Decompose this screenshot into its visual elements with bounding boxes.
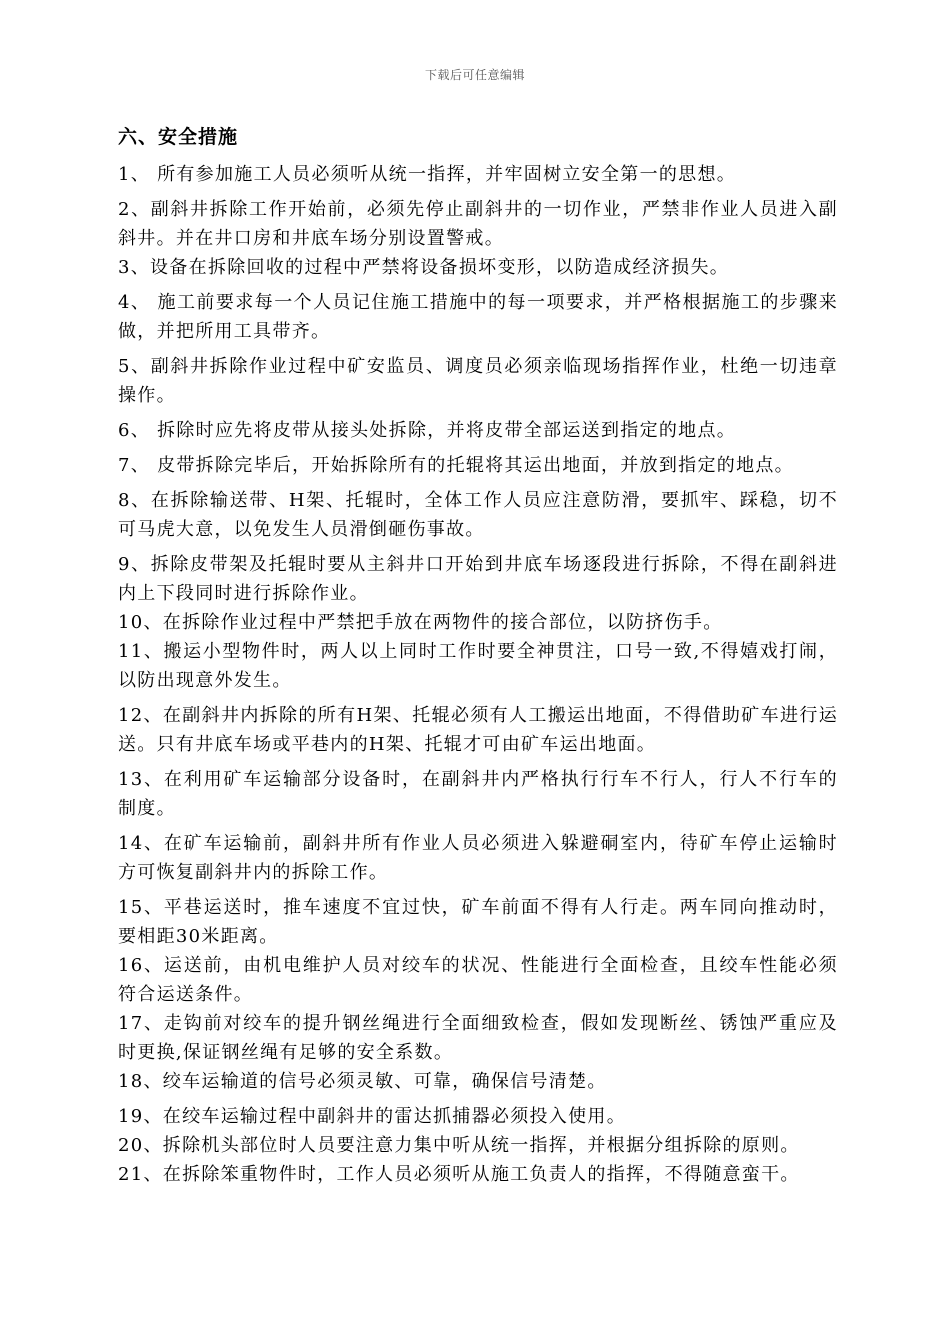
section-title: 六、安全措施 [118, 126, 239, 148]
list-item: 18、绞车运输道的信号必须灵敏、可靠，确保信号清楚。 [118, 1071, 607, 1092]
list-item: 20、拆除机头部位时人员要注意力集中听从统一指挥，并根据分组拆除的原则。 [118, 1135, 800, 1156]
list-item: 15、平巷运送时，推车速度不宜过快，矿车前面不得有人行走。两车同向推动时，要相距30米距离。 [118, 897, 838, 947]
list-item: 3、设备在拆除回收的过程中严禁将设备损坏变形，以防造成经济损失。 [118, 257, 730, 278]
list-item: 21、在拆除笨重物件时，工作人员必须听从施工负责人的指挥，不得随意蛮干。 [118, 1164, 800, 1185]
page-header: 下载后可任意编辑 [424, 68, 525, 82]
list-item: 1、 所有参加施工人员必须听从统一指挥，并牢固树立安全第一的思想。 [118, 164, 737, 185]
list-item: 2、副斜井拆除工作开始前，必须先停止副斜井的一切作业，严禁非作业人员进入副斜井。并在井口房和井底车场分别设置警戒。 [118, 199, 838, 249]
list-item: 9、拆除皮带架及托辊时要从主斜井口开始到井底车场逐段进行拆除，不得在副斜进内上下段同时进行拆除作业。 [118, 554, 838, 604]
list-item: 10、在拆除作业过程中严禁把手放在两物件的接合部位，以防挤伤手。 [118, 612, 723, 633]
list-item: 17、走钩前对绞车的提升钢丝绳进行全面细致检查，假如发现断丝、锈蚀严重应及时更换,保证钢丝绳有足够的安全系数。 [118, 1013, 838, 1063]
list-item: 6、 拆除时应先将皮带从接头处拆除，并将皮带全部运送到指定的地点。 [118, 420, 737, 441]
list-item: 5、副斜井拆除作业过程中矿安监员、调度员必须亲临现场指挥作业，杜绝一切违章操作。 [118, 356, 838, 406]
list-item: 7、 皮带拆除完毕后，开始拆除所有的托辊将其运出地面，并放到指定的地点。 [118, 455, 794, 476]
list-item: 12、在副斜井内拆除的所有H架、托辊必须有人工搬运出地面，不得借助矿车进行运送。只有井底车场或平巷内的H架、托辊才可由矿车运出地面。 [118, 705, 838, 755]
list-item: 14、在矿车运输前，副斜井所有作业人员必须进入躲避硐室内，待矿车停止运输时方可恢复副斜井内的拆除工作。 [118, 833, 838, 883]
document-body [118, 122, 838, 1189]
list-item: 4、 施工前要求每一个人员记住施工措施中的每一项要求，并严格根据施工的步骤来做，并把所用工具带齐。 [118, 292, 838, 342]
list-item: 11、搬运小型物件时，两人以上同时工作时要全神贯注，口号一致,不得嬉戏打闹，以防出现意外发生。 [118, 641, 838, 691]
list-item: 19、在绞车运输过程中副斜井的雷达抓捕器必须投入使用。 [118, 1106, 627, 1127]
list-item: 8、在拆除输送带、H架、托辊时，全体工作人员应注意防滑，要抓牢、踩稳，切不可马虎大意，以免发生人员滑倒砸伤事故。 [118, 490, 838, 540]
list-item: 13、在利用矿车运输部分设备时，在副斜井内严格执行行车不行人，行人不行车的制度。 [118, 769, 838, 819]
list-item: 16、运送前，由机电维护人员对绞车的状况、性能进行全面检查，且绞车性能必须符合运送条件。 [118, 955, 838, 1005]
